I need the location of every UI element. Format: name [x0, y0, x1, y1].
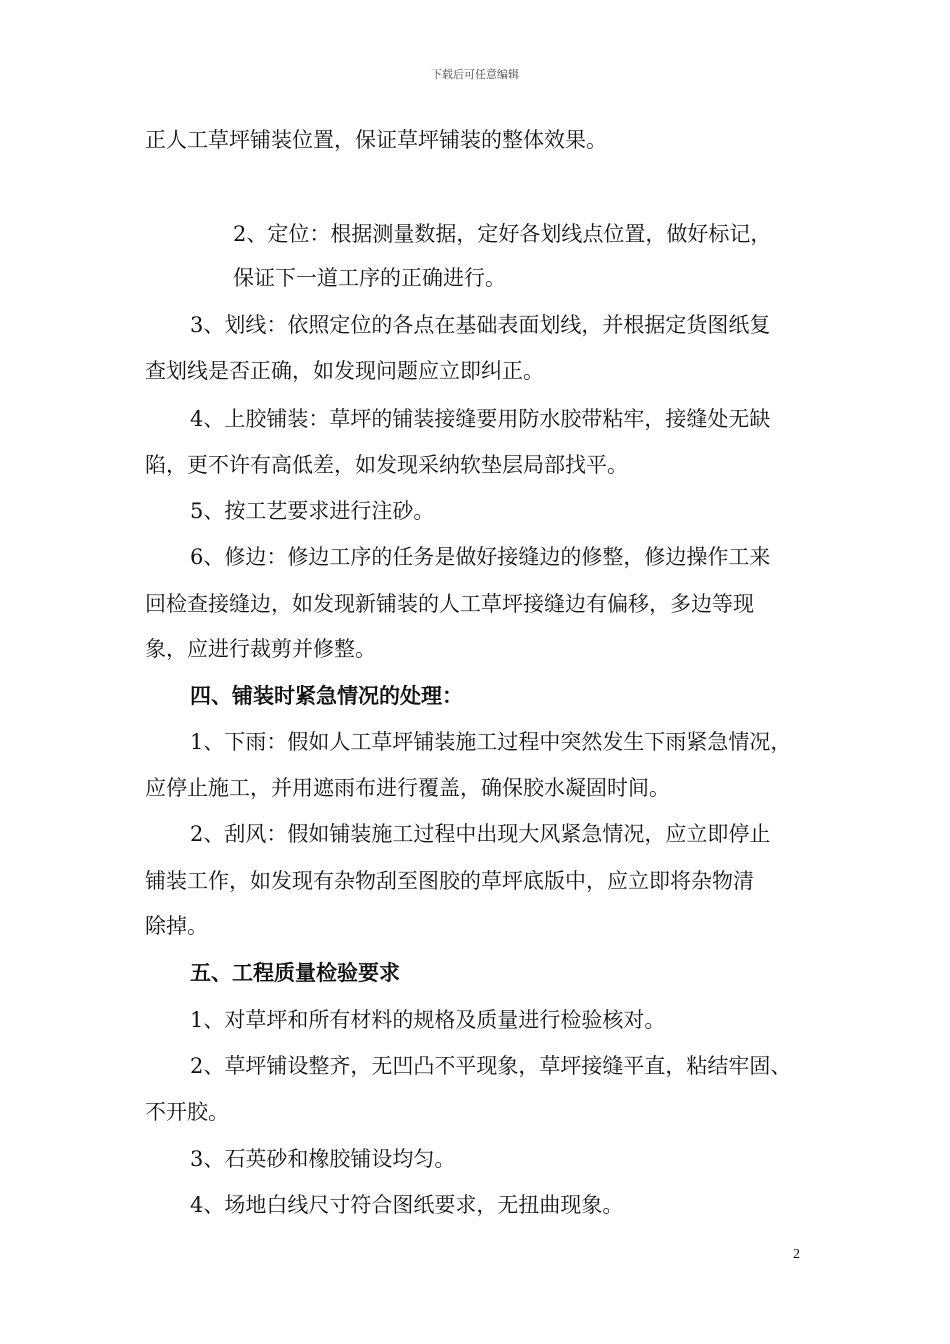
paragraph-line: 除掉。 — [145, 914, 208, 938]
paragraph-line: 应停止施工，并用遮雨布进行覆盖，确保胶水凝固时间。 — [145, 776, 670, 800]
paragraph-line: 4、上胶铺装：草坪的铺装接缝要用防水胶带粘牢，接缝处无缺 — [190, 407, 771, 431]
paragraph-line: 回检查接缝边，如发现新铺装的人工草坪接缝边有偏移，多边等现 — [145, 592, 754, 616]
paragraph-line: 2、草坪铺设整齐，无凹凸不平现象，草坪接缝平直，粘结牢固、 — [190, 1054, 792, 1078]
paragraph-line: 6、修边：修边工序的任务是做好接缝边的修整，修边操作工来 — [190, 545, 771, 569]
paragraph-line: 1、对草坪和所有材料的规格及质量进行检验核对。 — [190, 1008, 666, 1032]
paragraph-line: 1、下雨：假如人工草坪铺装施工过程中突然发生下雨紧急情况， — [190, 730, 792, 754]
paragraph-line: 查划线是否正确，如发现问题应立即纠正。 — [145, 359, 544, 383]
paragraph-line: 2、刮风：假如铺装施工过程中出现大风紧急情况，应立即停止 — [190, 822, 771, 846]
section-heading: 四、铺装时紧急情况的处理： — [190, 683, 463, 708]
paragraph-line: 保证下一道工序的正确进行。 — [233, 266, 506, 290]
paragraph-line: 2、定位：根据测量数据，定好各划线点位置，做好标记， — [233, 222, 772, 246]
paragraph-line: 3、石英砂和橡胶铺设均匀。 — [190, 1147, 456, 1171]
paragraph-line: 象，应进行裁剪并修整。 — [145, 637, 376, 661]
paragraph-line: 4、场地白线尺寸符合图纸要求，无扭曲现象。 — [190, 1193, 624, 1217]
paragraph-line: 铺装工作，如发现有杂物刮至图胶的草坪底版中，应立即将杂物清 — [145, 869, 754, 893]
section-heading: 五、工程质量检验要求 — [190, 960, 400, 985]
paragraph-line: 3、划线：依照定位的各点在基础表面划线，并根据定货图纸复 — [190, 313, 771, 337]
page-number: 2 — [793, 1247, 800, 1262]
paragraph-line: 不开胶。 — [145, 1100, 229, 1124]
paragraph-line: 正人工草坪铺装位置，保证草坪铺装的整体效果。 — [145, 128, 607, 152]
page-header: 下载后可任意编辑 — [431, 68, 519, 81]
paragraph-line: 陷，更不许有高低差，如发现采纳软垫层局部找平。 — [145, 453, 628, 477]
paragraph-line: 5、按工艺要求进行注砂。 — [190, 499, 435, 523]
